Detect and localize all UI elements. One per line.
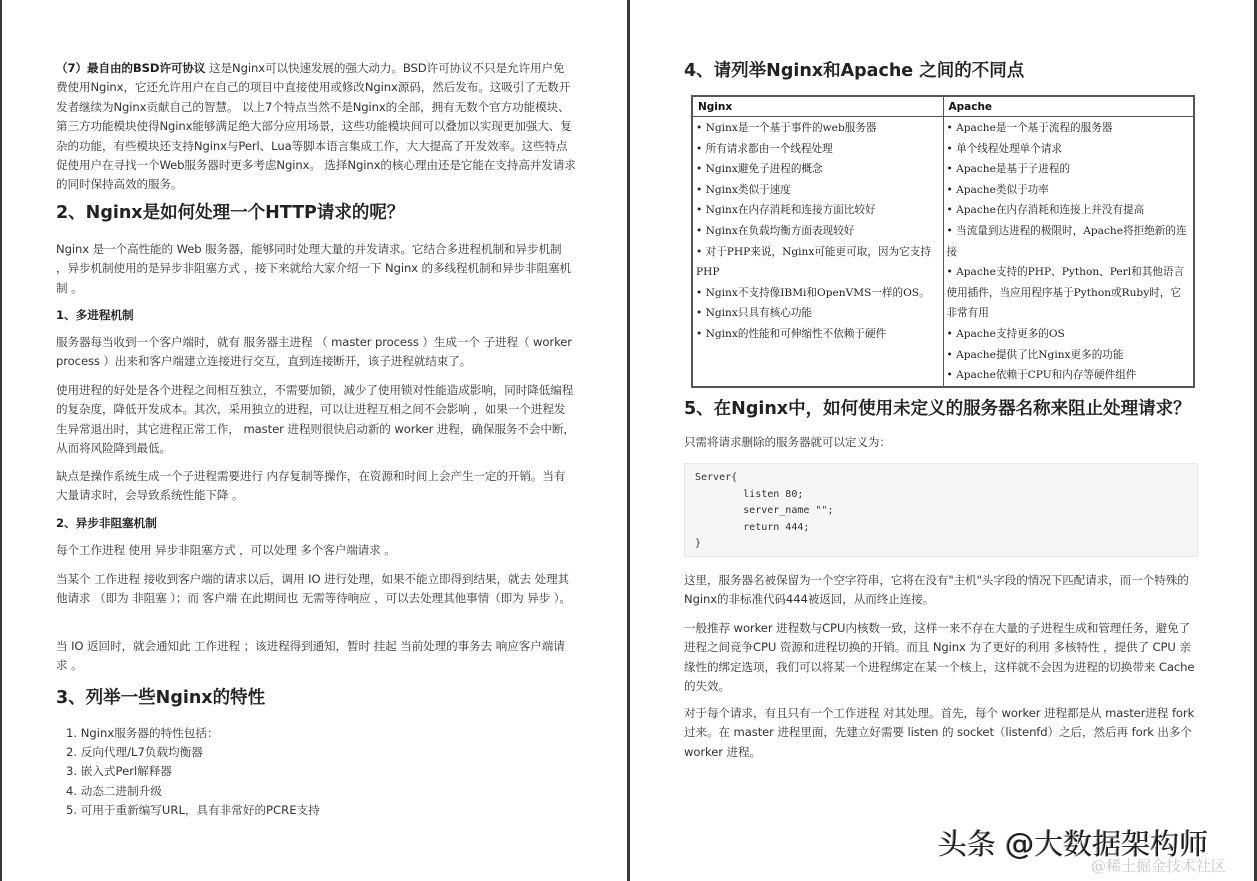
apache-item: • Apache在内存消耗和连接上并没有提高	[946, 204, 1145, 217]
nginx-item: • Nginx是一个基于事件的web服务器	[696, 122, 877, 134]
apache-item: • Apache支持更多的OS	[946, 327, 1065, 340]
apache-column	[943, 117, 1194, 387]
sub2-paragraph-3: 当 IO 返回时，就会通知此 工作进程 ；该进程得到通知，暂时 挂起 当前处理的事务去 响应客户端请求 。	[56, 639, 565, 673]
explanation-paragraph-3: 对于每个请求，有且只有一个工作进程 对其处理。首先，每个 worker 进程都是从 master进程 fork 过来。在 master 进程里面，先建立好需要 listen 的 socket（listenfd）之后，然后再 fork 出多个 worker 进程。	[684, 706, 1195, 759]
sub1-paragraph-3: 缺点是操作系统生成一个子进程需要进行 内存复制等操作，在资源和时间上会产生一定的开销。当有大量请求时，会导致系统性能下降 。	[56, 469, 566, 503]
feature-list	[56, 724, 320, 820]
nginx-item: • 所有请求都由一个线程处理	[696, 142, 833, 155]
feature-item: 2. 反向代理/L7负载均衡器	[66, 745, 203, 760]
nginx-item: • Nginx的性能和可伸缩性不依赖于硬件	[696, 327, 887, 340]
code-content: Server{ listen 80; server_name ""; return 444; }	[695, 472, 834, 550]
nginx-item: • Nginx类似于速度	[696, 183, 791, 196]
feature-item: 5. 可用于重新编写URL，具有非常好的PCRE支持	[66, 802, 320, 817]
table-header-nginx: Nginx	[692, 96, 943, 117]
nginx-item: • Nginx不支持像IBMi和OpenVMS一样的OS。	[696, 286, 930, 299]
apache-item: • Apache支持的PHP、Python、Perl和其他语言使用插件，当应用程序基于Python或Ruby时，它非常有用	[946, 266, 1185, 320]
sub1-paragraph-1: 服务器每当收到一个客户端时，就有 服务器主进程 （ master process ）生成一个 子进程（ worker process ）出来和客户端建立连接进行交互，直到连接断开，该子进程就结束了。	[56, 335, 572, 369]
apache-item: • Apache是基于子进程的	[946, 163, 1071, 176]
nginx-item: • Nginx在负载均衡方面表现较好	[696, 224, 855, 237]
nginx-item: • Nginx只具有核心功能	[696, 307, 813, 320]
section2-intro: Nginx 是一个高性能的 Web 服务器，能够同时处理大量的并发请求。它结合多进程机制和异步机制 ，异步机制使用的是异步非阻塞方式 ，接下来就给大家介绍一下 Nginx 的多线程机制和异步非阻塞机制 。	[56, 242, 571, 295]
intro-bold: （7）最自由的BSD许可协议	[56, 61, 206, 75]
page-divider	[627, 0, 630, 881]
explanation-paragraph-2: 一般推荐 worker 进程数与CPU内核数一致，这样一来不存在大量的子进程生成和管理任务，避免了进程之间竞争CPU 资源和进程切换的开销。而且 Nginx 为了更好的利用 多核特性 ，提供了 CPU 亲缘性的绑定选项，我们可以将某一个进程绑定在某一个核上，这样就不会因为进程的切换带来 Cache 的失效。	[684, 621, 1195, 694]
feature-item: 1. Nginx服务器的特性包括：	[66, 726, 219, 740]
feature-item: 3. 嵌入式Perl解释器	[66, 764, 173, 779]
nginx-item: • 对于PHP来说，Nginx可能更可取，因为它支持PHP	[696, 245, 931, 279]
section3-title: 3、列举一些Nginx的特性	[56, 688, 266, 708]
section5-intro: 只需将请求删除的服务器就可以定义为：	[684, 435, 891, 449]
intro-text: 这是Nginx可以快速发展的强大动力。BSD许可协议不只是允许用户免费使用Nginx，它还允许用户在自己的项目中直接使用或修改Nginx源码，然后发布。这吸引了无数开发者继续为Nginx贡献自己的智慧。 以上7个特点当然不是Nginx的全部，拥有无数个官方功能模块、第三方功能模块使得Nginx能够满足绝大部分应用场景，这些功能模块间可以叠加以实现更加强大、复杂的功能，有些模块还支持Nginx与Perl、Lua等脚本语言集成工作，大大提高了开发效率。这些特点促使用户在寻找一个Web服务器时更多考虑Nginx。 选择Nginx的核心理由还是它能在支持高并发请求的同时保持高效的服务。	[56, 61, 576, 192]
apache-item: • Apache依赖于CPU和内存等硬件组件	[946, 369, 1137, 382]
sub2-title: 2、异步非阻塞机制	[56, 516, 157, 530]
section2-title: 2、Nginx是如何处理一个HTTP请求的呢？	[56, 203, 405, 223]
page-edge-left	[0, 0, 2, 881]
apache-item: • Apache类似于功率	[946, 183, 1049, 196]
juejin-watermark: @稀土掘金技术社区	[1091, 857, 1227, 875]
toutiao-watermark: 头条 @大数据架构师	[938, 827, 1209, 861]
table-header-apache: Apache	[943, 96, 1194, 117]
sub1-paragraph-2: 使用进程的好处是各个进程之间相互独立，不需要加锁，减少了使用锁对性能造成影响，同时降低编程的复杂度，降低开发成本。其次，采用独立的进程，可以让进程互相之间不会影响 ，如果一个进程发生异常退出时，其它进程正常工作， master 进程则很快启动新的 worker 进程，确保服务不会中断，从而将风险降到最低。	[56, 383, 575, 456]
sub2-paragraph-1: 每个工作进程 使用 异步非阻塞方式 ，可以处理 多个客户端请求 。	[56, 543, 396, 557]
nginx-column	[692, 117, 943, 387]
apache-item: • 单个线程处理单个请求	[946, 142, 1063, 155]
apache-item: • Apache是一个基于流程的服务器	[946, 122, 1113, 134]
section4-title: 4、请列举Nginx和Apache 之间的不同点	[684, 61, 1025, 81]
sub2-paragraph-2: 当某个 工作进程 接收到客户端的请求以后，调用 IO 进行处理，如果不能立即得到结果，就去 处理其他请求 （即为 非阻塞 ）；而 客户端 在此期间也 无需等待响应 ，可以去处理其他事情（即为 异步 ）。	[56, 572, 571, 606]
section5-title: 5、在Nginx中，如何使用未定义的服务器名称来阻止处理请求？	[684, 399, 1191, 419]
apache-item: • Apache提供了比Nginx更多的功能	[946, 348, 1124, 361]
nginx-item: • Nginx避免子进程的概念	[696, 163, 823, 176]
explanation-paragraph-1: 这里，服务器名被保留为一个空字符串，它将在没有"主机"头字段的情况下匹配请求，而一个特殊的Nginx的非标准代码444被返回，从而终止连接。	[684, 573, 1189, 607]
code-block	[684, 463, 1198, 557]
sub1-title: 1、多进程机制	[56, 308, 134, 322]
intro-paragraph	[56, 59, 576, 195]
comparison-table	[691, 95, 1195, 388]
feature-item: 4. 动态二进制升级	[66, 783, 162, 798]
nginx-item: • Nginx在内存消耗和连接方面比较好	[696, 204, 876, 217]
apache-item: • 当流量到达进程的极限时，Apache将拒绝新的连接	[946, 224, 1187, 258]
